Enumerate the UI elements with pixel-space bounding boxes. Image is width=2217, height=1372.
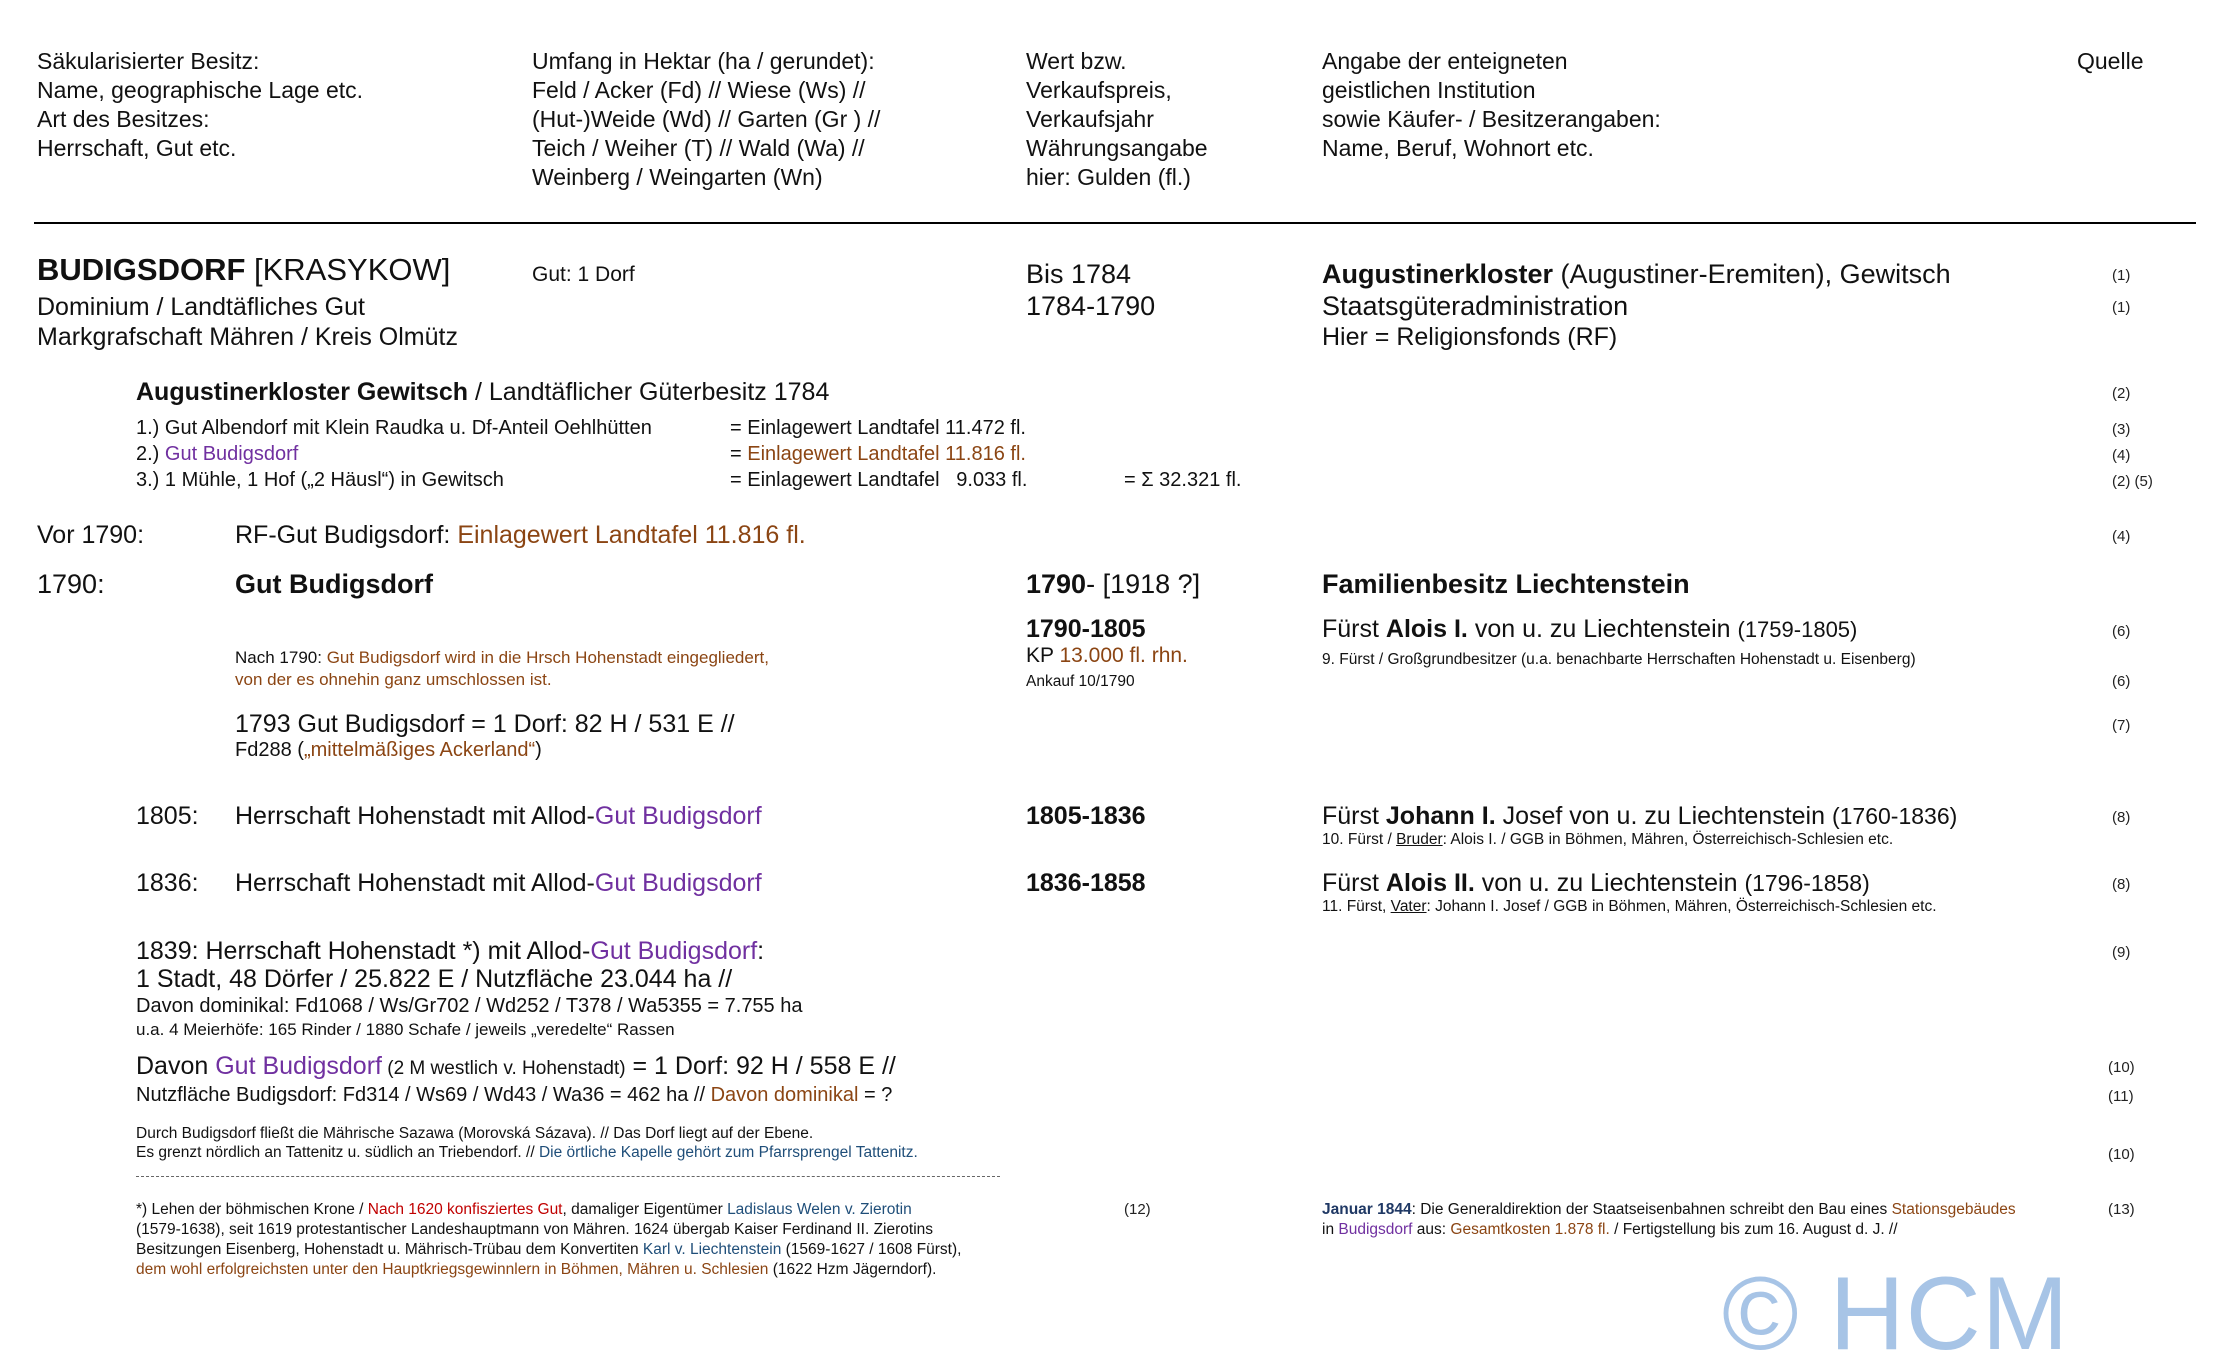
owner-years: (1759-1805)	[1737, 617, 1858, 642]
line-5-gut: Gut Budigsdorf	[215, 1052, 382, 1080]
header-line: Art des Besitzes:	[37, 106, 210, 132]
header-col-institution	[1322, 47, 1661, 163]
header-col-umfang	[532, 47, 880, 192]
entry-umfang: Gut: 1 Dorf	[532, 263, 635, 286]
row-1836-period-text: 1836-1858	[1026, 869, 1146, 897]
line-5-prefix: Davon	[136, 1052, 216, 1080]
fd-suffix: )	[535, 739, 542, 761]
kloster-line-2	[136, 442, 298, 466]
header-line: (Hut-)Weide (Wd) // Garten (Gr ) //	[532, 106, 881, 132]
entry-institution-2: Staatsgüteradministration	[1322, 291, 1629, 321]
kloster-line-1: 1.) Gut Albendorf mit Klein Raudka u. Df-Anteil Oehlhütten	[136, 417, 652, 439]
source-ref: (9)	[2112, 944, 2131, 961]
note-text: : Alois I. / GGB in Böhmen, Mähren, Österreichisch-Schlesien etc.	[1442, 831, 1894, 848]
fn-r2-mid: aus:	[1412, 1221, 1451, 1238]
line-6-dominikal: Davon dominikal	[710, 1084, 859, 1106]
row-1793: 1793 Gut Budigsdorf = 1 Dorf: 82 H / 531 E //	[235, 710, 735, 738]
entry-title-name: BUDIGSDORF	[37, 252, 246, 287]
fn-r-text: : Die Generaldirektion der Staatseisenbahnen schreibt den Bau eines	[1411, 1201, 1892, 1218]
footnote-divider	[136, 1176, 1000, 1177]
row-1836-period	[1026, 868, 1146, 899]
row-1790-kp-value: 13.000 fl. rhn.	[1059, 644, 1188, 667]
row-1805-text	[235, 801, 762, 832]
footnote-right-line-2	[1322, 1220, 1898, 1240]
fn-r-station: Stationsgebäudes	[1891, 1201, 2016, 1218]
row-1805-label: 1805:	[136, 802, 199, 830]
row-1839-line-4: u.a. 4 Meierhöfe: 165 Rinder / 1880 Schafe / jeweils „veredelte“ Rassen	[136, 1020, 675, 1039]
entry-date-2: 1784-1790	[1026, 291, 1156, 321]
source-ref: (10)	[2108, 1146, 2135, 1163]
fn-c-suffix: (1569-1627 / 1608 Fürst),	[781, 1241, 962, 1258]
header-line: Angabe der enteigneten	[1322, 48, 1568, 74]
footnote-line-1	[136, 1200, 912, 1220]
owner-prefix: Fürst	[1322, 615, 1386, 643]
row-1805-herrschaft: Herrschaft Hohenstadt mit Allod-	[235, 802, 595, 830]
note-prefix: 10. Fürst /	[1322, 831, 1397, 848]
row-vor-1790-text	[235, 520, 806, 551]
row-1805-gut: Gut Budigsdorf	[594, 802, 762, 830]
row-1790-family	[1322, 568, 1690, 601]
row-1790-label: 1790:	[37, 569, 105, 599]
row-1790-period-2-text: 1790-1805	[1026, 615, 1146, 643]
row-1836-text	[235, 868, 762, 899]
line-6-nutzflaeche: Nutzfläche Budigsdorf: Fd314 / Ws69 / Wd43 / Wa36 = 462 ha //	[136, 1084, 711, 1106]
header-line: Name, Beruf, Wohnort etc.	[1322, 135, 1594, 161]
fn-r2-place: Budigsdorf	[1338, 1221, 1413, 1238]
source-ref: (2) (5)	[2112, 473, 2153, 490]
row-1793-fd	[235, 738, 542, 762]
owner-family: Josef von u. zu Liechtenstein	[1495, 802, 1832, 830]
row-1839-line-3: Davon dominikal: Fd1068 / Ws/Gr702 / Wd252 / T378 / Wa5355 = 7.755 ha	[136, 995, 803, 1017]
source-ref: (7)	[2112, 717, 2131, 734]
source-ref: (12)	[1124, 1201, 1151, 1218]
header-line: geistlichen Institution	[1322, 77, 1536, 103]
header-line: hier: Gulden (fl.)	[1026, 164, 1191, 190]
vor-1790-gut: RF-Gut Budigsdorf:	[235, 521, 458, 549]
note-prefix: 11. Fürst,	[1322, 898, 1391, 915]
header-divider	[34, 222, 2196, 224]
source-ref: (6)	[2112, 623, 2131, 640]
nach-label: Nach 1790:	[235, 648, 327, 667]
fn-r-date: Januar 1844	[1322, 1201, 1412, 1218]
header-line: Säkularisierter Besitz:	[37, 48, 260, 74]
kloster-line-2-prefix: 2.)	[136, 443, 165, 465]
entry-institution-3: Hier = Religionsfonds (RF)	[1322, 323, 1618, 351]
nach-text: Gut Budigsdorf wird in die Hrsch Hohenstadt eingegliedert,	[326, 648, 769, 667]
fn-a-prefix: *) Lehen der böhmischen Krone /	[136, 1201, 368, 1218]
header-line: Teich / Weiher (T) // Wald (Wa) //	[532, 135, 865, 161]
source-ref: (11)	[2108, 1088, 2134, 1105]
fn-d-text: dem wohl erfolgreichsten unter den Hauptkriegsgewinnlern in Böhmen, Mähren u. Schlesien	[136, 1261, 769, 1278]
line-8-text: Es grenzt nördlich an Tattenitz u. südlich an Triebendorf. //	[136, 1144, 539, 1161]
row-1805-note	[1322, 830, 1893, 850]
kloster-line-2-value-text: Einlagewert Landtafel 11.816 fl.	[747, 443, 1026, 465]
row-1805-period-text: 1805-1836	[1026, 802, 1146, 830]
kloster-line-2-name: Gut Budigsdorf	[164, 443, 299, 465]
source-ref: (10)	[2108, 1059, 2135, 1076]
header-line: Währungsangabe	[1026, 135, 1208, 161]
row-1839-line-1	[136, 936, 764, 967]
owner-years: (1796-1858)	[1744, 870, 1870, 896]
owner-name: Alois II.	[1385, 869, 1475, 897]
footnote-line-2: (1579-1638), seit 1619 protestantischer Landeshauptmann von Mähren. 1624 übergab Kaiser Ferdinand II. Zierotins	[136, 1221, 934, 1238]
kloster-line-3-sum: = Σ 32.321 fl.	[1124, 469, 1242, 491]
fn-c-prefix: Besitzungen Eisenberg, Hohenstadt u. Mährisch-Trübau dem Konvertiten	[136, 1241, 643, 1258]
kloster-heading	[136, 377, 829, 408]
fn-c-karl: Karl v. Liechtenstein	[642, 1241, 782, 1258]
kloster-line-3: 3.) 1 Mühle, 1 Hof („2 Häusl“) in Gewitsch	[136, 469, 504, 491]
row-1790-period-end: - [1918 ?]	[1086, 569, 1201, 599]
row-1790-gut	[235, 568, 433, 601]
source-ref: (1)	[2112, 267, 2131, 284]
owner-family: von u. zu Liechtenstein	[1467, 615, 1738, 643]
header-line: Name, geographische Lage etc.	[37, 77, 364, 103]
row-1790-owner	[1322, 614, 1857, 645]
owner-name: Alois I.	[1385, 615, 1468, 643]
kloster-line-2-eq: =	[730, 443, 748, 465]
row-1839-line-7: Durch Budigsdorf fließt die Mährische Sazawa (Morovská Sázava). // Das Dorf liegt auf der Ebene.	[136, 1125, 814, 1142]
header-col-besitz	[37, 47, 363, 163]
row-vor-1790-label: Vor 1790:	[37, 521, 145, 549]
source-ref: (2)	[2112, 385, 2131, 402]
note-text: : Johann I. Josef / GGB in Böhmen, Mähren, Österreichisch-Schlesien etc.	[1426, 898, 1937, 915]
row-1839-line-2: 1 Stadt, 48 Dörfer / 25.822 E / Nutzfläche 23.044 ha //	[136, 965, 733, 993]
copyright-watermark: © HCM	[1722, 1256, 2070, 1372]
source-ref: (6)	[2112, 673, 2131, 690]
row-1790-kp-prefix: KP	[1026, 644, 1060, 667]
kloster-line-3-value: = Einlagewert Landtafel 9.033 fl.	[730, 469, 1028, 491]
row-1805-period	[1026, 801, 1146, 832]
row-1839-herrschaft: 1839: Herrschaft Hohenstadt *) mit Allod-	[136, 937, 591, 965]
row-1790-kp	[1026, 643, 1188, 669]
footnote-right-line-1	[1322, 1200, 2016, 1220]
owner-prefix: Fürst	[1322, 802, 1386, 830]
header-line: Verkaufsjahr	[1026, 106, 1154, 132]
line-8-kapelle: Die örtliche Kapelle gehört zum Pfarrsprengel Tattenitz.	[538, 1144, 918, 1161]
owner-prefix: Fürst	[1322, 869, 1386, 897]
source-ref: (3)	[2112, 421, 2131, 438]
fn-d-suffix: (1622 Hzm Jägerndorf).	[768, 1261, 937, 1278]
owner-years: (1760-1836)	[1831, 803, 1958, 829]
header-line: Verkaufspreis,	[1026, 77, 1172, 103]
header-line: Weinberg / Weingarten (Wn)	[532, 164, 823, 190]
line-5-stats: = 1 Dorf: 92 H / 558 E //	[625, 1052, 896, 1080]
fd-quote: „mittelmäßiges Ackerland“	[303, 739, 536, 761]
kloster-line-1-value: = Einlagewert Landtafel 11.472 fl.	[730, 417, 1026, 439]
row-1836-label: 1836:	[136, 869, 199, 897]
row-1836-herrschaft: Herrschaft Hohenstadt mit Allod-	[235, 869, 595, 897]
source-ref: (8)	[2112, 809, 2131, 826]
header-line: sowie Käufer- / Besitzerangaben:	[1322, 106, 1661, 132]
row-1805-owner	[1322, 801, 1957, 832]
entry-subtitle-1: Dominium / Landtäfliches Gut	[37, 293, 365, 321]
source-ref: (1)	[2112, 299, 2131, 316]
header-line: Umfang in Hektar (ha / gerundet):	[532, 48, 875, 74]
entry-subtitle-2: Markgrafschaft Mähren / Kreis Olmütz	[37, 323, 458, 351]
row-1836-note	[1322, 897, 1937, 917]
row-1790-nach-2: von der es ohnehin ganz umschlossen ist.	[235, 670, 552, 689]
row-1839-gut: Gut Budigsdorf	[590, 937, 758, 965]
kloster-heading-detail: / Landtäflicher Güterbesitz 1784	[468, 378, 830, 406]
fn-a-zierotin: Ladislaus Welen v. Zierotin	[727, 1201, 912, 1218]
source-ref: (13)	[2108, 1201, 2135, 1218]
kloster-line-2-value	[730, 442, 1026, 466]
entry-title-alt: [KRASYKOW]	[245, 252, 451, 287]
line-5-location: (2 M westlich v. Hohenstadt)	[381, 1058, 626, 1079]
row-1839-line-8	[136, 1143, 918, 1163]
vor-1790-value: Einlagewert Landtafel 11.816 fl.	[457, 521, 806, 549]
row-1790-gut-name: Gut Budigsdorf	[235, 569, 433, 599]
entry-institution-1	[1322, 258, 1951, 291]
row-1790-period	[1026, 568, 1200, 601]
note-relation: Bruder	[1396, 831, 1443, 848]
line-6-suffix: = ?	[858, 1084, 893, 1106]
entry-date-1: Bis 1784	[1026, 259, 1132, 289]
fn-r2-prefix: in	[1322, 1221, 1339, 1238]
footnote-line-3	[136, 1240, 961, 1260]
fn-r2-costs: Gesamtkosten 1.878 fl.	[1450, 1221, 1610, 1238]
row-1839-colon: :	[757, 937, 765, 965]
row-1790-nach	[235, 648, 769, 668]
header-line: Herrschaft, Gut etc.	[37, 135, 237, 161]
fn-a-mid: , damaliger Eigentümer	[562, 1201, 728, 1218]
row-1839-line-5	[136, 1051, 896, 1084]
owner-family: von u. zu Liechtenstein	[1474, 869, 1745, 897]
fn-a-konfisziert: Nach 1620 konfisziertes Gut	[367, 1201, 563, 1218]
header-col-quelle: Quelle	[2077, 48, 2144, 74]
row-1790-owner-note: 9. Fürst / Großgrundbesitzer (u.a. benachbarte Herrschaften Hohenstadt u. Eisenberg)	[1322, 651, 1916, 668]
row-1790-ankauf: Ankauf 10/1790	[1026, 673, 1135, 690]
institution-detail: (Augustiner-Eremiten), Gewitsch	[1553, 259, 1951, 289]
fn-r2-suffix: / Fertigstellung bis zum 16. August d. J. //	[1609, 1221, 1898, 1238]
row-1790-family-name: Familienbesitz Liechtenstein	[1322, 569, 1690, 599]
source-ref: (8)	[2112, 876, 2131, 893]
row-1790-period-start: 1790	[1026, 569, 1087, 599]
row-1839-line-6	[136, 1083, 892, 1107]
fd-prefix: Fd288 (	[235, 739, 304, 761]
source-ref: (4)	[2112, 528, 2131, 545]
row-1836-owner	[1322, 868, 1870, 899]
source-ref: (4)	[2112, 447, 2131, 464]
header-line: Wert bzw.	[1026, 48, 1127, 74]
entry-title	[37, 252, 450, 288]
kloster-heading-name: Augustinerkloster Gewitsch	[136, 378, 469, 406]
footnote-line-4	[136, 1260, 936, 1280]
row-1790-period-2	[1026, 614, 1146, 645]
row-1836-gut: Gut Budigsdorf	[594, 869, 762, 897]
header-col-wert	[1026, 47, 1208, 192]
owner-name: Johann I.	[1385, 802, 1496, 830]
institution-name: Augustinerkloster	[1322, 259, 1554, 289]
note-relation: Vater	[1390, 898, 1427, 915]
header-line: Feld / Acker (Fd) // Wiese (Ws) //	[532, 77, 866, 103]
